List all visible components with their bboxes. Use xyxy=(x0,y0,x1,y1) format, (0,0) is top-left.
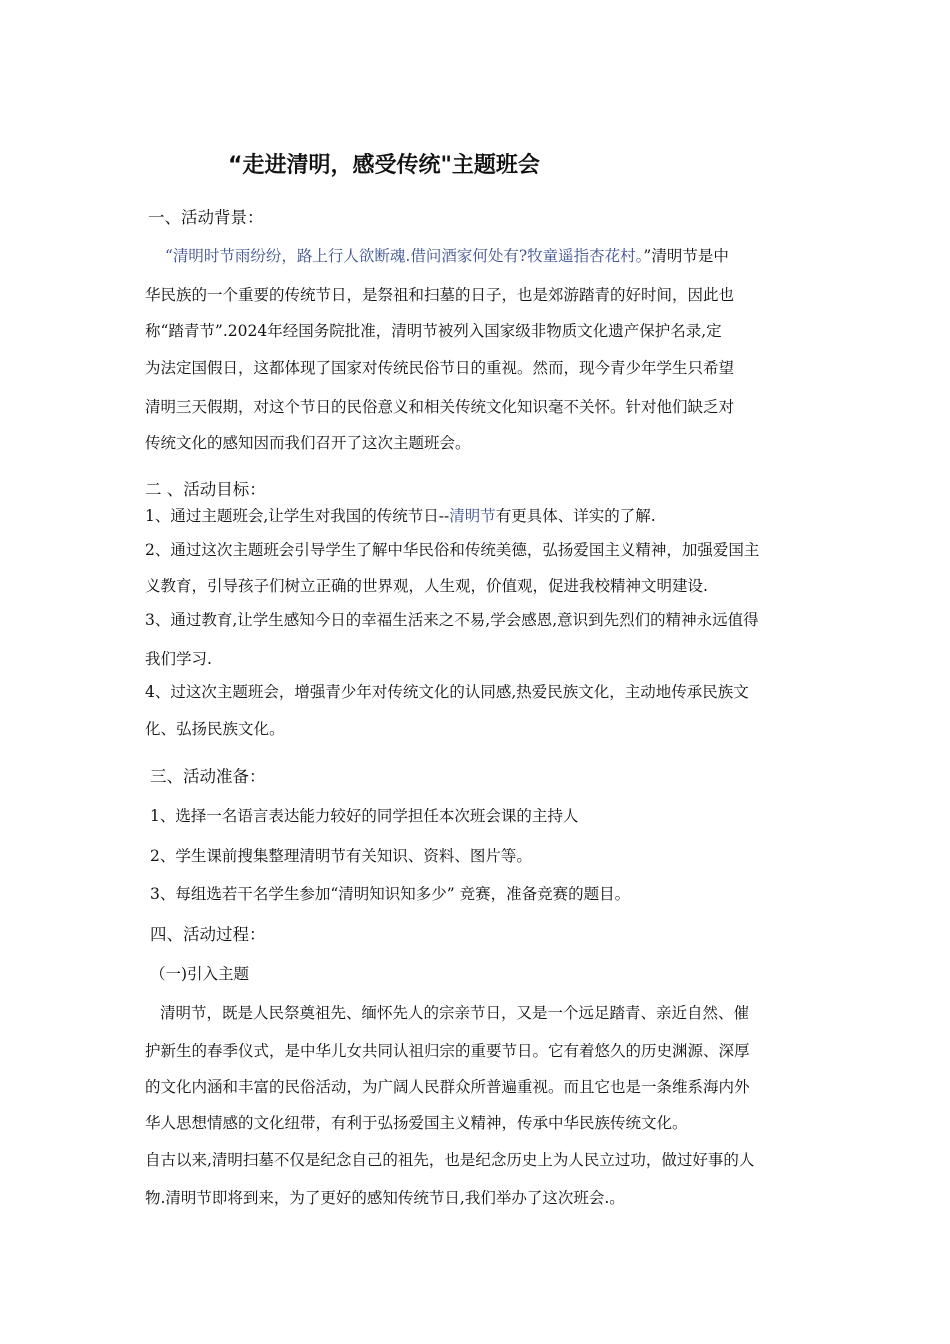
page-title: “走进清明，感受传统"主题班会 xyxy=(228,153,540,178)
section-heading-goals: 二 、活动目标： xyxy=(145,480,266,499)
paragraph-line: 护新生的春季仪式，是中华儿女共同认祖归宗的重要节日。它有着悠久的历史渊源、深厚 xyxy=(145,1042,750,1060)
list-item-continuation: 我们学习. xyxy=(145,650,212,668)
paragraph-line: 华人思想情感的文化纽带，有利于弘扬爱国主义精神，传承中华民族传统文化。 xyxy=(145,1114,688,1132)
text-run: 1、通过主题班会,让学生对我国的传统节日-- xyxy=(145,507,450,525)
poem-quote: “清明时节雨纷纷，路上行人欲断魂.借问酒家何处有?牧童遥指杏花村。 xyxy=(165,247,644,265)
subsection-heading: （一)引入主题 xyxy=(150,965,250,983)
text-run: 有更具体、详实的了解. xyxy=(495,507,656,525)
section-heading-background: 一、活动背景： xyxy=(148,208,264,227)
paragraph-line: 称“踏青节”.2024年经国务院批准，清明节被列入国家级非物质文化遗产保护名录,定 xyxy=(145,322,722,340)
section-heading-preparation: 三、活动准备： xyxy=(150,767,266,786)
section-heading-process: 四、活动过程： xyxy=(150,925,266,944)
text-run: ”清明节是中 xyxy=(643,247,729,265)
text-run-highlight: 清明节 xyxy=(449,507,496,525)
paragraph-line: 清明三天假期，对这个节日的民俗意义和相关传统文化知识毫不关怀。针对他们缺乏对 xyxy=(145,398,735,416)
paragraph-line: 的文化内涵和丰富的民俗活动，为广阔人民群众所普遍重视。而且它也是一条维系海内外 xyxy=(145,1078,750,1096)
list-item: 1、选择一名语言表达能力较好的同学担任本次班会课的主持人 xyxy=(150,807,579,825)
paragraph-line: 清明节，既是人民祭奠祖先、缅怀先人的宗亲节日，又是一个远足踏青、亲近自然、催 xyxy=(160,1004,750,1022)
list-item-continuation: 义教育，引导孩子们树立正确的世界观，人生观，价值观，促进我校精神文明建设. xyxy=(145,577,708,595)
paragraph-line: 为法定国假日，这都体现了国家对传统民俗节日的重视。然而，现今青少年学生只希望 xyxy=(145,359,735,377)
list-item-continuation: 化、弘扬民族文化。 xyxy=(145,720,285,738)
paragraph-line xyxy=(165,246,729,266)
list-item: 2、学生课前搜集整理清明节有关知识、资料、图片等。 xyxy=(150,847,532,865)
list-item: 2、通过这次主题班会引导学生了解中华民俗和传统美德，弘扬爱国主义精神，加强爱国主 xyxy=(145,541,760,559)
list-item: 3、通过教育,让学生感知今日的幸福生活来之不易,学会感恩,意识到先烈们的精神永远值得 xyxy=(145,611,759,629)
list-item xyxy=(145,506,656,526)
list-item: 4、过这次主题班会，增强青少年对传统文化的认同感,热爱民族文化，主动地传承民族文 xyxy=(145,683,749,701)
paragraph-line: 自古以来,清明扫墓不仅是纪念自己的祖先，也是纪念历史上为人民立过功，做过好事的人 xyxy=(145,1151,755,1169)
list-item: 3、每组选若干名学生参加“清明知识知多少” 竞赛，准备竞赛的题目。 xyxy=(150,885,631,903)
paragraph-line: 传统文化的感知因而我们召开了这次主题班会。 xyxy=(145,434,471,452)
paragraph-line: 物.清明节即将到来，为了更好的感知传统节日,我们举办了这次班会.。 xyxy=(145,1189,625,1207)
paragraph-line: 华民族的一个重要的传统节日，是祭祖和扫墓的日子，也是郊游踏青的好时间，因此也 xyxy=(145,286,735,304)
